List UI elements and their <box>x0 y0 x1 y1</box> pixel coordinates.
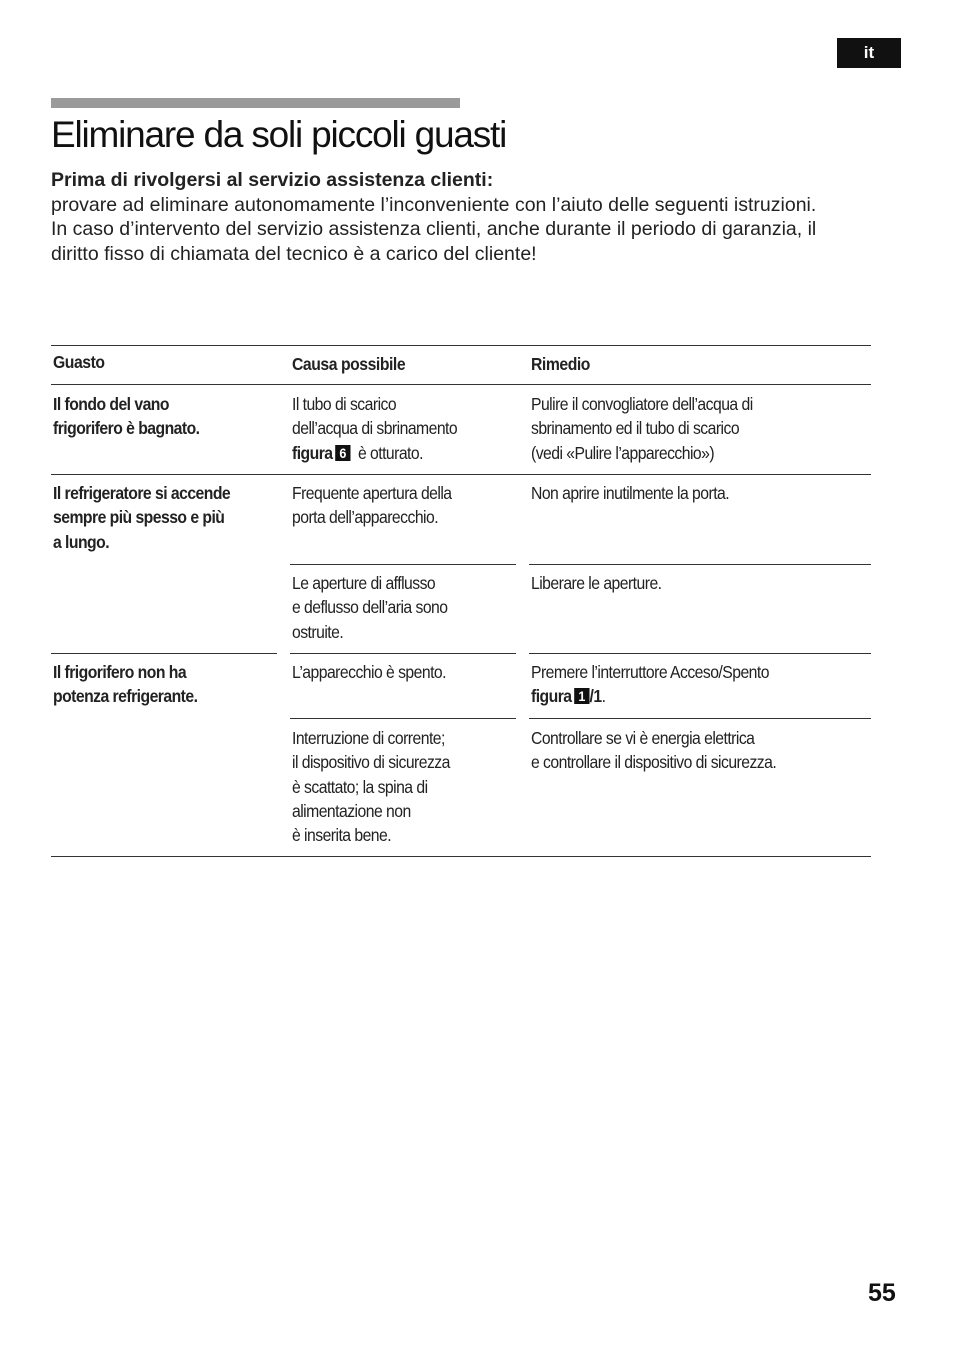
intro-paragraph-1: provare ad eliminare autonomamente l’inconveniente con l’aiuto delle seguenti istruzioni. <box>51 193 817 216</box>
table-top-rule <box>51 345 871 346</box>
intro-lead: Prima di rivolgersi al servizio assistenza clienti: <box>51 169 494 191</box>
cause-cell: Interruzione di corrente; il dispositivo di sicurezza è scattato; la spina di alimentazione non è inserita bene. <box>292 728 450 846</box>
title-rule <box>51 98 460 108</box>
intro-paragraph-2: In caso d’intervento del servizio assistenza clienti, anche durante il periodo di garanzia, il diritto fisso di chiamata del tecnico è a carico del cliente! <box>51 218 817 265</box>
header-fault: Guasto <box>53 352 105 372</box>
figure-number-badge: 1 <box>574 688 589 704</box>
cause-cell: Frequente apertura della porta dell’apparecchio. <box>292 483 452 528</box>
remedy-cell: Pulire il convogliatore dell’acqua di sbrinamento ed il tubo di scarico (vedi «Pulire l’apparecchio») <box>531 394 753 463</box>
header-remedy: Rimedio <box>531 354 590 374</box>
cause-cell: Il tubo di scarico dell’acqua di sbrinamento figura 6 è otturato. <box>292 394 458 463</box>
page-number: 55 <box>868 1279 896 1307</box>
header-rule <box>51 384 871 385</box>
remedy-cell: Non aprire inutilmente la porta. <box>531 483 730 503</box>
page-title: Eliminare da soli piccoli guasti <box>51 114 507 155</box>
cause-cell: L’apparecchio è spento. <box>292 662 446 682</box>
figure-reference: figura <box>531 686 572 707</box>
figure-number-badge: 6 <box>335 445 350 461</box>
fault-cell: Il frigorifero non ha potenza refrigerante. <box>53 662 198 707</box>
remedy-rule <box>529 653 871 654</box>
cause-cell: Le aperture di afflusso e deflusso dell’aria sono ostruite. <box>292 573 448 642</box>
remedy-rule <box>529 564 871 565</box>
cause-rule <box>290 564 516 565</box>
figure-reference: figura <box>292 442 333 463</box>
table-bottom-rule <box>51 856 871 857</box>
fault-rule <box>51 653 277 654</box>
remedy-cell: Controllare se vi è energia elettrica e controllare il dispositivo di sicurezza. <box>531 728 777 773</box>
row-rule <box>51 474 871 475</box>
cause-rule <box>290 653 516 654</box>
language-tab: it <box>837 38 901 68</box>
remedy-rule <box>529 718 871 719</box>
header-cause: Causa possibile <box>292 354 406 374</box>
remedy-cell: Liberare le aperture. <box>531 573 662 593</box>
remedy-cell: Premere l’interruttore Acceso/Spento figura 1 /1. <box>531 662 769 707</box>
fault-cell: Il fondo del vano frigorifero è bagnato. <box>53 394 200 439</box>
fault-cell: Il refrigeratore si accende sempre più spesso e più a lungo. <box>53 483 231 552</box>
intro-text <box>51 168 851 266</box>
cause-rule <box>290 718 516 719</box>
